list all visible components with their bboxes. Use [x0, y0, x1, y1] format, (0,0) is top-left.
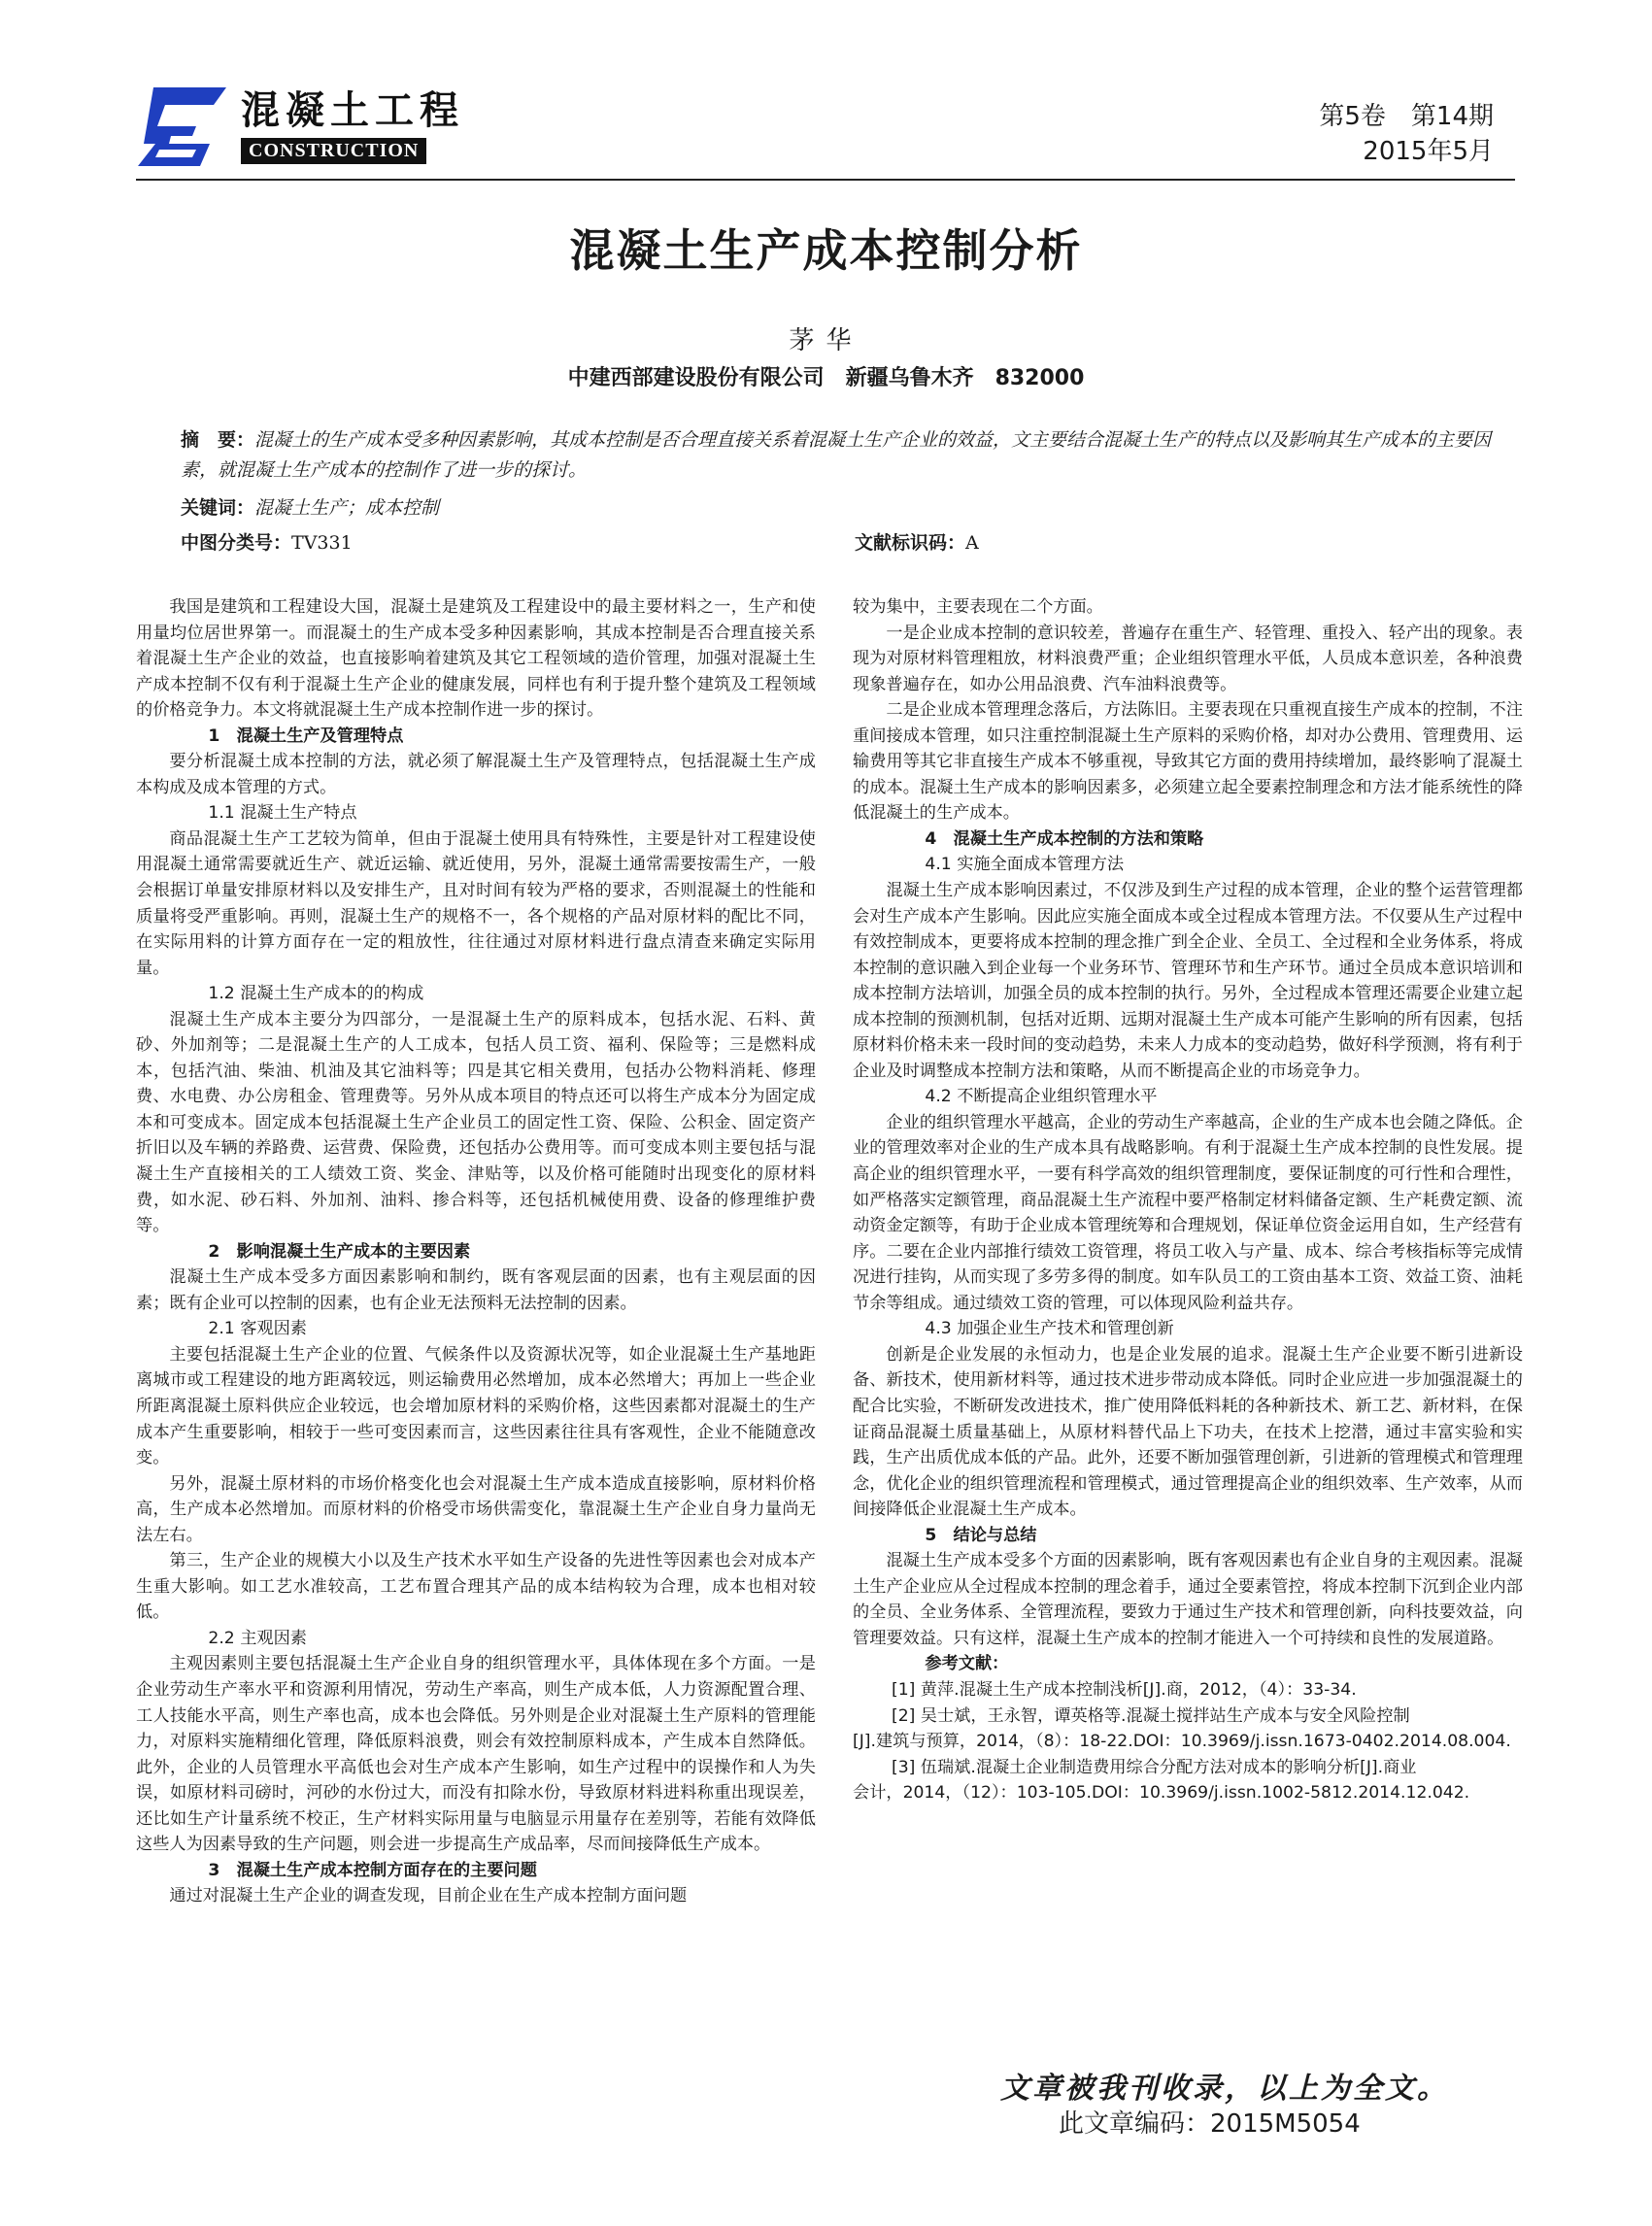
reference-item-continued: [J].建筑与预算，2014，（8）：18-22.DOI：10.3969/j.issn.1673-0402.2014.08.004.: [853, 1732, 1511, 1752]
body-column-left: [136, 594, 816, 1909]
keywords-text: 混凝土生产；成本控制: [254, 497, 440, 519]
reference-item: [3] 伍瑞斌.混凝土企业制造费用综合分配方法对成本的影响分析[J].商业: [892, 1757, 1417, 1777]
body-paragraph: 通过对混凝土生产企业的调查发现，目前企业在生产成本控制方面问题: [169, 1886, 688, 1906]
body-paragraph: 第三，生产企业的规模大小以及生产技术水平如生产设备的先进性等因素也会对成本产生重大影响。如工艺水准较高，工艺布置合理其产品的成本结构较为合理，成本也相对较低。: [136, 1551, 816, 1623]
clc-label: 中图分类号：: [181, 532, 292, 554]
doc-code-value: A: [965, 532, 979, 554]
body-paragraph: 较为集中，主要表现在二个方面。: [853, 597, 1103, 617]
section-heading: 3 混凝土生产成本控制方面存在的主要问题: [208, 1860, 537, 1880]
doc-code-label: 文献标识码：: [855, 532, 966, 554]
body-paragraph: 混凝土生产成本受多个方面的因素影响，既有客观因素也有企业自身的主观因素。混凝土生产企业应从全过程成本控制的理念着手，通过全要素管控，将成本控制下沉到企业内部的全员、全业务体系、全管理流程，要致力于通过生产技术和管理创新，向科技要效益，向管理要效益。只有这样，混凝土生产成本的控制才能进入一个可持续和良性的发展道路。: [853, 1551, 1523, 1648]
body-paragraph: 另外，混凝土原材料的市场价格变化也会对混凝土生产成本造成直接影响，原材料价格高，生产成本必然增加。而原材料的价格受市场供需变化，靠混凝土生产企业自身力量尚无法左右。: [136, 1473, 816, 1545]
body-paragraph: 混凝土生产成本主要分为四部分，一是混凝土生产的原料成本，包括水泥、石料、黄砂、外加剂等；二是混凝土生产的人工成本，包括人员工资、福利、保险等；三是燃料成本，包括汽油、柴油、机油及其它油料等；四是其它相关费用，包括办公物料消耗、修理费、水电费、办公房租金、管理费等。另外从成本项目的特点还可以将生产成本分为固定成本和可变成本。固定成本包括混凝土生产企业员工的固定性工资、保险、公积金、固定资产折旧以及车辆的养路费、运营费、保险费，还包括办公费用等。而可变成本则主要包括与混凝土生产直接相关的工人绩效工资、奖金、津贴等，以及价格可能随时出现变化的原材料费，如水泥、砂石料、外加剂、油料、掺合料等，还包括机械使用费、设备的修理维护费等。: [136, 1009, 816, 1236]
section-heading: 2 影响混凝土生产成本的主要因素: [208, 1241, 471, 1262]
volume-issue: 第5卷 第14期: [1319, 102, 1494, 131]
body-column-right: [853, 594, 1523, 1806]
journal-name: [241, 89, 464, 164]
journal-header: [136, 76, 1515, 181]
section-heading: 参考文献：: [925, 1654, 1009, 1674]
body-paragraph: 混凝土生产成本影响因素过，不仅涉及到生产过程的成本管理，企业的整个运营管理都会对生产成本产生影响。因此应实施全面成本或全过程成本管理方法。不仅要从生产过程中有效控制成本，更要将成本控制的理念推广到全企业、全员工、全过程和全业务体系，将成本控制的意识融入到企业每一个业务环节、管理环节和生产环节。通过全员成本意识培训和成本控制方法培训，加强全员的成本控制的执行。另外，全过程成本管理还需要企业建立起成本控制的预测机制，包括对近期、远期对混凝土生产成本可能产生影响的所有因素，包括原材料价格未来一段时间的变动趋势，未来人力成本的变动趋势，做好科学预测，将有利于企业及时调整成本控制方法和策略，从而不断提高企业的市场竞争力。: [853, 881, 1523, 1081]
abstract-label: 摘 要：: [181, 429, 255, 451]
subsection-heading: 2.2 主观因素: [208, 1628, 307, 1648]
body-paragraph: 混凝土生产成本受多方面因素影响和制约，既有客观层面的因素，也有主观层面的因素；既有企业可以控制的因素，也有企业无法预料无法控制的因素。: [136, 1267, 816, 1313]
body-paragraph: 要分析混凝土成本控制的方法，就必须了解混凝土生产及管理特点，包括混凝土生产成本构成及成本管理的方式。: [136, 752, 816, 797]
issue-info: [1319, 99, 1494, 169]
subsection-heading: 1.2 混凝土生产成本的的构成: [208, 984, 424, 1004]
reference-item-continued: 会计，2014，（12）：103-105.DOI：10.3969/j.issn.1002-5812.2014.12.042.: [853, 1783, 1470, 1804]
clc-value: TV331: [291, 532, 353, 554]
body-paragraph: 主要包括混凝土生产企业的位置、气候条件以及资源状况等，如企业混凝土生产基地距离城市或工程建设的地方距离较远，则运输费用必然增加，成本必然增大；再加上一些企业所距离混凝土原料供应企业较远，也会增加原材料的采购价格，这些因素都对混凝土的生产成本产生重要影响，相较于一些可变因素而言，这些因素往往具有客观性，企业不能随意改变。: [136, 1344, 816, 1468]
subsection-heading: 4.2 不断提高企业组织管理水平: [925, 1087, 1158, 1107]
keywords: [181, 493, 439, 523]
keywords-label: 关键词：: [181, 497, 255, 519]
reference-item: [2] 吴士斌，王永智，谭英格等.混凝土搅拌站生产成本与安全风险控制: [892, 1705, 1410, 1726]
section-heading: 1 混凝土生产及管理特点: [208, 725, 404, 746]
body-paragraph: 一是企业成本控制的意识较差，普遍存在重生产、轻管理、重投入、轻产出的现象。表现为对原材料管理粗放，材料浪费严重；企业组织管理水平低，人员成本意识差，各种浪费现象普遍存在，如办公用品浪费、汽车油料浪费等。: [853, 623, 1523, 694]
header-divider: [136, 179, 1515, 181]
classification-number: [181, 528, 353, 557]
document-code: [855, 528, 979, 557]
body-paragraph: 二是企业成本管理理念落后，方法陈旧。主要表现在只重视直接生产成本的控制，不注重间接成本管理，如只注重控制混凝土生产原料的采购价格，却对办公费用、管理费用、运输费用等其它非直接生产成本不够重视，导致其它方面的费用持续增加，最终影响了混凝土的成本。混凝土生产成本的影响因素多，必须建立起全要素控制理念和方法才能系统性的降低混凝土的生产成本。: [853, 700, 1523, 824]
subsection-heading: 4.3 加强企业生产技术和管理创新: [925, 1319, 1174, 1339]
subsection-heading: 2.1 客观因素: [208, 1319, 307, 1339]
body-paragraph: 商品混凝土生产工艺较为简单，但由于混凝土使用具有特殊性，主要是针对工程建设使用混凝土通常需要就近生产、就近运输、就近使用，另外，混凝土通常需要按需生产，一般会根据订单量安排原材料以及安排生产，且对时间有较为严格的要求，否则混凝土的性能和质量将受严重影响。再则，混凝土生产的规格不一，各个规格的产品对原材料的配比不同，在实际用料的计算方面存在一定的粗放性，往往通过对原材料进行盘点清查来确定实际用量。: [136, 828, 816, 978]
reference-item: [1] 黄萍.混凝土生产成本控制浅析[J].商，2012，（4）：33-34.: [892, 1679, 1357, 1700]
body-paragraph: 主观因素则主要包括混凝土生产企业自身的组织管理水平，具体体现在多个方面。一是企业劳动生产率水平和资源利用情况，劳动生产率高，则生产成本低，人力资源配置合理、工人技能水平高，则生产率也高，成本也会降低。另外则是企业对混凝土生产原料的管理能力，对原料实施精细化管理，降低原料浪费，则会有效控制原料成本，产生成本自然降低。此外，企业的人员管理水平高低也会对生产成本产生影响，如生产过程中的误操作和人为失误，如原材料司磅时，河砂的水份过大，而没有扣除水份，导致原材料进料称重出现误差，还比如生产计量系统不校正，生产材料实际用量与电脑显示用量存在差别等，若能有效降低这些人为因素导致的生产问题，则会进一步提高生产成品率，尽而间接降低生产成本。: [136, 1654, 816, 1855]
body-paragraph: 创新是企业发展的永恒动力，也是企业发展的追求。混凝土生产企业要不断引进新设备、新技术，使用新材料等，通过技术进步带动成本降低。同时企业应进一步加强混凝土的配合比实验，不断研发改进技术，推广使用降低料耗的各种新技术、新工艺、新材料，在保证商品混凝土质量基础上，从原材料替代品上下功夫，在技术上挖潜，通过丰富实验和实践，生产出质优成本低的产品。此外，还要不断加强管理创新，引进新的管理模式和管理理念，优化企业的组织管理流程和管理模式，通过管理提高企业的组织效率、生产效率，从而间接降低企业混凝土生产成本。: [853, 1344, 1523, 1520]
body-paragraph: 我国是建筑和工程建设大国，混凝土是建筑及工程建设中的最主要材料之一，生产和使用量均位居世界第一。而混凝土的生产成本受多种因素影响，其成本控制是否合理直接关系着混凝土生产企业的效益，也直接影响着建筑及其它工程领域的造价管理，加强对混凝土生产成本控制不仅有利于混凝土生产企业的健康发展，同样也有利于提升整个建筑及工程领域的价格竞争力。本文将就混凝土生产成本控制作进一步的探讨。: [136, 597, 816, 721]
abstract-text: 混凝土的生产成本受多种因素影响，其成本控制是否合理直接关系着混凝土生产企业的效益，文主要结合混凝土生产的特点以及影响其生产成本的主要因素，就混凝土生产成本的控制作了进一步的探讨。: [181, 429, 1492, 481]
inclusion-notice: 文章被我刊收录，以上为全文。: [1000, 2072, 1449, 2106]
abstract: [181, 425, 1517, 486]
article-title: 混凝土生产成本控制分析: [569, 224, 1083, 277]
subsection-heading: 1.1 混凝土生产特点: [208, 803, 357, 824]
journal-name-en: CONSTRUCTION: [241, 138, 426, 164]
journal-name-cn: 混凝土工程: [241, 88, 464, 133]
section-heading: 4 混凝土生产成本控制的方法和策略: [925, 828, 1204, 849]
publication-date: 2015年5月: [1363, 137, 1494, 166]
article-code: 此文章编码：2015M5054: [1059, 2109, 1361, 2139]
section-heading: 5 结论与总结: [925, 1525, 1037, 1545]
subsection-heading: 4.1 实施全面成本管理方法: [925, 855, 1125, 875]
author-affiliation: 中建西部建设股份有限公司 新疆乌鲁木齐 832000: [567, 366, 1085, 390]
body-paragraph: 企业的组织管理水平越高，企业的劳动生产率越高，企业的生产成本也会随之降低。企业的管理效率对企业的生产成本具有战略影响。有利于混凝土生产成本控制的良性发展。提高企业的组织管理水平，一要有科学高效的组织管理制度，要保证制度的可行性和合理性，如严格落实定额管理，商品混凝土生产流程中要严格制定材料储备定额、生产耗费定额、流动资金定额等，有助于企业成本管理统筹和合理规划，保证单位资金运用自如，生产经营有序。二要在企业内部推行绩效工资管理，将员工收入与产量、成本、综合考核指标等完成情况进行挂钩，从而实现了多劳多得的制度。如车队员工的工资由基本工资、效益工资、油耗节余等组成。通过绩效工资的管理，可以体现风险利益共存。: [853, 1112, 1523, 1313]
journal-logo-icon: [136, 85, 228, 168]
article-author: 茅华: [789, 326, 863, 355]
